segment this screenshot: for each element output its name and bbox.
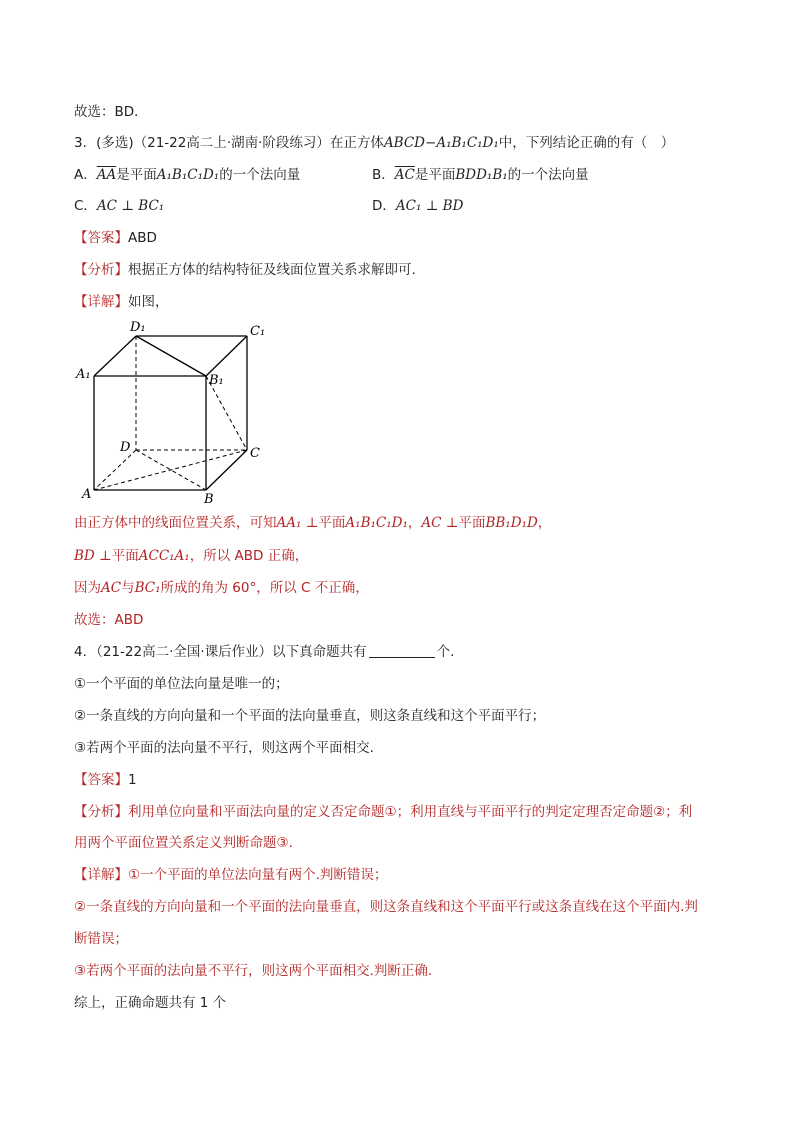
q3-option-d [372,196,463,216]
label-c1: C₁ [250,324,266,339]
sol1-text-a: 由正方体中的线面位置关系，可知 [74,515,277,531]
q4-stem [74,642,454,662]
sol1-math-1: AA₁ ⊥ [276,515,319,531]
detail-tag: 【详解】 [74,867,128,883]
analysis-tag: 【分析】 [74,804,128,820]
sol2-math-1: BD ⊥ [74,548,112,564]
q3-stem-prefix: 3．(多选)（21-22高二上·湖南·阶段练习）在正方体 [74,135,384,151]
q4-analysis-line-1 [74,802,692,822]
q4-analysis-line-2: 用两个平面位置关系定义判断命题③. [74,835,293,851]
answer-tag: 【答案】 [74,230,128,246]
q2-final-answer: 故选：BD． [74,104,148,120]
sol2-math-2: ACC₁A₁ [138,548,190,564]
sol1-text-e: ， [537,515,552,531]
sol1-math-4: BB₁D₁D [485,515,538,531]
q3-stem [74,133,674,153]
q3-option-b-plane: BDD₁B₁ [455,167,508,183]
q3-option-c-math: AC ⊥ BC₁ [96,198,165,214]
q4-stem-text: 4．（21-22高二·全国·课后作业）以下真命题共有 [74,644,367,660]
q3-option-a-text: 是平面 [116,167,157,183]
q3-option-a-tail: 的一个法向量 [219,167,301,183]
sol1-text-c: ， [407,515,422,531]
q3-option-c-label: C． [74,198,97,214]
q3-solution-line-3 [74,578,369,598]
label-b: B [204,492,214,507]
sol2-text-a: 平面 [111,548,139,564]
cube-figure [74,318,274,508]
sol3-text-a: 因为 [74,580,101,596]
q4-detail-line-1 [74,865,387,885]
sol3-text-b: 与 [121,580,135,596]
q3-option-b-text: 是平面 [414,167,456,183]
q4-answer-value: 1 [128,772,137,788]
q4-statement-2: ②一条直线的方向向量和一个平面的法向量垂直，则这条直线和这个平面平行； [74,708,546,724]
sol1-math-2: A₁B₁C₁D₁ [345,515,408,531]
q3-option-b-tail: 的一个法向量 [507,167,589,183]
sol2-text-b: ，所以 ABD 正确， [189,548,309,564]
label-d1: D₁ [130,320,146,335]
q4-detail-line-2: ②一条直线的方向向量和一个平面的法向量垂直，则这条直线和这个平面平行或这条直线在这个平面内.判 [74,899,698,915]
q3-answer-value: ABD [128,230,157,246]
detail-tag: 【详解】 [74,294,128,310]
q4-conclusion: 综上，正确命题共有 1 个 [74,995,227,1011]
label-a: A [82,487,92,502]
sol3-text-c: 所成的角为 60°，所以 C 不正确， [160,580,369,596]
analysis-tag: 【分析】 [74,262,128,278]
q3-detail-text: 如图， [128,294,169,310]
answer-tag: 【答案】 [74,772,128,788]
q4-detail-line-4: ③若两个平面的法向量不平行，则这两个平面相交.判断正确. [74,963,433,979]
q3-solution-line-2 [74,546,308,566]
q3-option-b [372,165,589,185]
q4-detail-line-3: 断错误； [74,931,128,947]
q3-option-d-label: D． [372,198,396,214]
q4-analysis-text-1: 利用单位向量和平面法向量的定义否定命题①；利用直线与平面平行的判定定理否定命题②；利 [128,804,693,820]
q3-option-d-math: AC₁ ⊥ BD [395,198,464,214]
q3-analysis-text: 根据正方体的结构特征及线面位置关系求解即可. [128,262,416,278]
q3-option-b-vector: $\overline{AC}$ [394,167,415,183]
q3-option-b-label: B． [372,167,395,183]
q3-answer [74,228,157,248]
q3-detail [74,292,169,312]
sol3-math-2: BC₁ [134,580,161,596]
q3-analysis [74,260,416,280]
q4-statement-1: ①一个平面的单位法向量是唯一的； [74,676,289,692]
sol1-text-d: 平面 [458,515,486,531]
q3-option-a-plane: A₁B₁C₁D₁ [156,167,220,183]
sol3-math-1: AC [101,580,122,596]
q3-solution-line-1 [74,513,551,533]
q4-stem-tail: 个. [436,644,455,660]
label-d: D [120,440,131,455]
label-c: C [250,446,260,461]
q3-option-a-label: A． [74,167,97,183]
sol1-math-3: AC ⊥ [421,515,459,531]
q3-option-a-vector: $\overline{AA}$ [96,167,117,183]
q3-final-answer: 故选：ABD [74,612,144,628]
q3-stem-suffix: 中，下列结论正确的有（ ） [498,135,675,151]
q3-option-c [74,196,164,216]
sol1-text-b: 平面 [318,515,346,531]
label-a1: A₁ [76,367,91,382]
q4-answer-blank [369,645,435,658]
q3-stem-math: ABCD−A₁B₁C₁D₁ [383,135,499,151]
q4-detail-text-1: ①一个平面的单位法向量有两个.判断错误； [128,867,388,883]
q4-answer [74,770,137,790]
label-b1: B₁ [209,373,224,388]
q4-statement-3: ③若两个平面的法向量不平行，则这两个平面相交. [74,740,374,756]
q3-options-ab [74,165,300,185]
